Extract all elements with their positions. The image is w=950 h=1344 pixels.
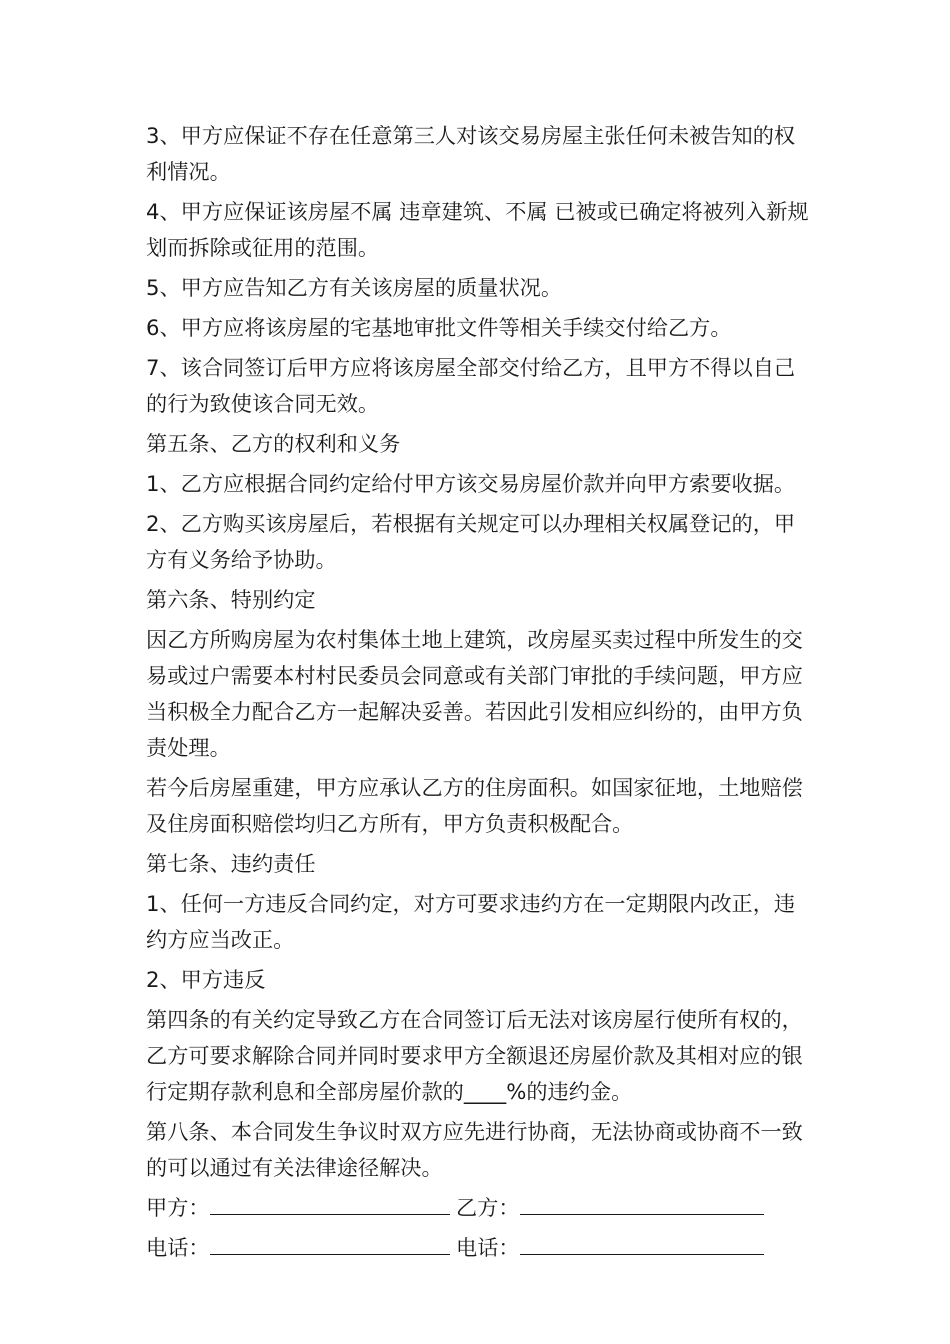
signature-row-parties (146, 1190, 816, 1226)
article-7-heading: 第七条、违约责任 (146, 851, 316, 876)
phone-b-label: 电话： (456, 1235, 520, 1260)
clause-7-item-2: 2、甲方违反 (146, 967, 266, 992)
phone-a-cell (146, 1230, 456, 1266)
clause-7-item-2-detail: 第四条的有关约定导致乙方在合同签订后无法对该房屋行使所有权的，乙方可要求解除合同并同时要求甲方全额退还房屋价款及其相对应的银行定期存款利息和全部房屋价款的____%的违约金。 (146, 1007, 803, 1104)
party-b-cell (456, 1190, 764, 1226)
clause-6-paragraph-2: 若今后房屋重建，甲方应承认乙方的住房面积。如国家征地，土地赔偿及住房面积赔偿均归乙方所有，甲方负责积极配合。 (146, 775, 803, 836)
party-a-label: 甲方： (146, 1195, 210, 1220)
clause-5-item-1: 1、乙方应根据合同约定给付甲方该交易房屋价款并向甲方索要收据。 (146, 471, 796, 496)
phone-b-line[interactable] (520, 1230, 764, 1255)
signature-row-phones (146, 1230, 816, 1266)
clause-6-paragraph-1: 因乙方所购房屋为农村集体土地上建筑，改房屋买卖过程中所发生的交易或过户需要本村村民委员会同意或有关部门审批的手续问题，甲方应当积极全力配合乙方一起解决妥善。若因此引发相应纠纷的，由甲方负责处理。 (146, 627, 803, 760)
clause-4-item-4: 4、甲方应保证该房屋不属 违章建筑、不属 已被或已确定将被列入新规划而拆除或征用的范围。 (146, 199, 809, 260)
party-a-cell (146, 1190, 456, 1226)
article-5-heading: 第五条、乙方的权利和义务 (146, 431, 401, 456)
article-6-heading: 第六条、特别约定 (146, 587, 316, 612)
party-b-signature-line[interactable] (520, 1190, 764, 1215)
document-page (146, 118, 816, 1270)
phone-b-cell (456, 1230, 764, 1266)
clause-4-item-5: 5、甲方应告知乙方有关该房屋的质量状况。 (146, 275, 563, 300)
party-b-label: 乙方： (456, 1195, 520, 1220)
clause-4-item-6: 6、甲方应将该房屋的宅基地审批文件等相关手续交付给乙方。 (146, 315, 732, 340)
phone-a-label: 电话： (146, 1235, 210, 1260)
clause-7-item-1: 1、任何一方违反合同约定，对方可要求违约方在一定期限内改正，违约方应当改正。 (146, 891, 796, 952)
clause-5-item-2: 2、乙方购买该房屋后，若根据有关规定可以办理相关权属登记的，甲方有义务给予协助。 (146, 511, 796, 572)
clause-4-item-3: 3、甲方应保证不存在任意第三人对该交易房屋主张任何未被告知的权利情况。 (146, 123, 796, 184)
party-a-signature-line[interactable] (210, 1190, 450, 1215)
phone-a-line[interactable] (210, 1230, 450, 1255)
clause-4-item-7: 7、该合同签订后甲方应将该房屋全部交付给乙方，且甲方不得以自己的行为致使该合同无效。 (146, 355, 796, 416)
article-8-text: 第八条、本合同发生争议时双方应先进行协商，无法协商或协商不一致的可以通过有关法律途径解决。 (146, 1119, 803, 1180)
